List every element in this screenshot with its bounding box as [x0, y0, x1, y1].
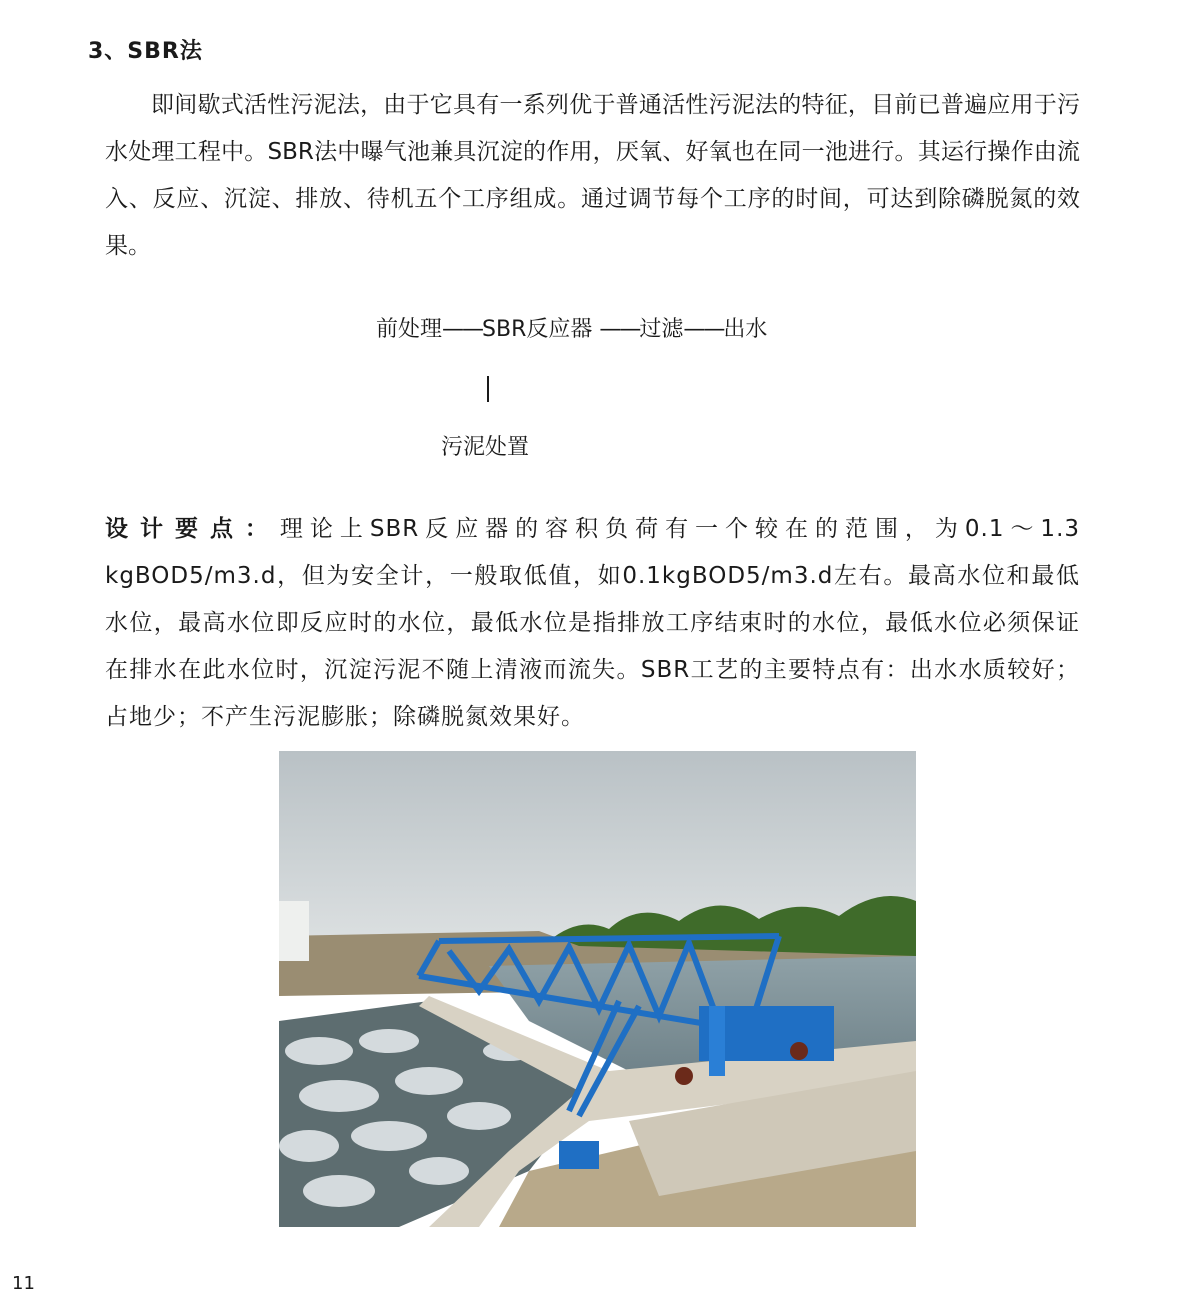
photo-building: [279, 901, 309, 961]
flow-step-filtration: 过滤: [639, 317, 684, 342]
flow-connector: ——: [599, 317, 640, 342]
design-points-text: 理论上SBR反应器的容积负荷有一个较在的范围，为0.1～1.3 kgBOD5/m3.d，但为安全计，一般取低值，如0.1kgBOD5/m3.d左右。最高水位和最低水位，最高水位即反应时的水位，最低水位是指排放工序结束时的水位，最低水位必须保证在排水在此水位时，沉淀污泥不随上清液而流失。SBR工艺的主要特点有：出水水质较好；占地少；不产生污泥膨胀；除磷脱氮效果好。: [105, 516, 1081, 730]
page-number: 11: [12, 1273, 35, 1294]
photo-pipe: [709, 1006, 725, 1076]
sbr-reactor-photo: [279, 751, 916, 1227]
flow-step-sludge-disposal: 污泥处置: [441, 435, 530, 460]
process-flow: [376, 312, 767, 343]
photo-equipment-box: [559, 1141, 599, 1169]
flow-connector: ——: [442, 317, 483, 342]
flow-connector: ——: [683, 317, 724, 342]
flow-branch-line: [487, 376, 489, 402]
flow-step-effluent: 出水: [723, 317, 768, 342]
flow-step-sbr-reactor: SBR反应器: [482, 317, 593, 342]
intro-paragraph: 即间歇式活性污泥法，由于它具有一系列优于普通活性污泥法的特征，目前已普遍应用于污水处理工程中。SBR法中曝气池兼具沉淀的作用，厌氧、好氧也在同一池进行。其运行操作由流入、反应、沉淀、排放、待机五个工序组成。通过调节每个工序的时间，可达到除磷脱氮的效果。: [105, 92, 1080, 259]
design-points-paragraph: [105, 506, 1080, 741]
design-points-label: 设计要点：: [105, 516, 280, 542]
photo-wheel: [790, 1042, 808, 1060]
photo-wheel: [675, 1067, 693, 1085]
flow-step-pretreatment: 前处理: [376, 317, 443, 342]
section-heading: 3、SBR法: [88, 39, 203, 64]
